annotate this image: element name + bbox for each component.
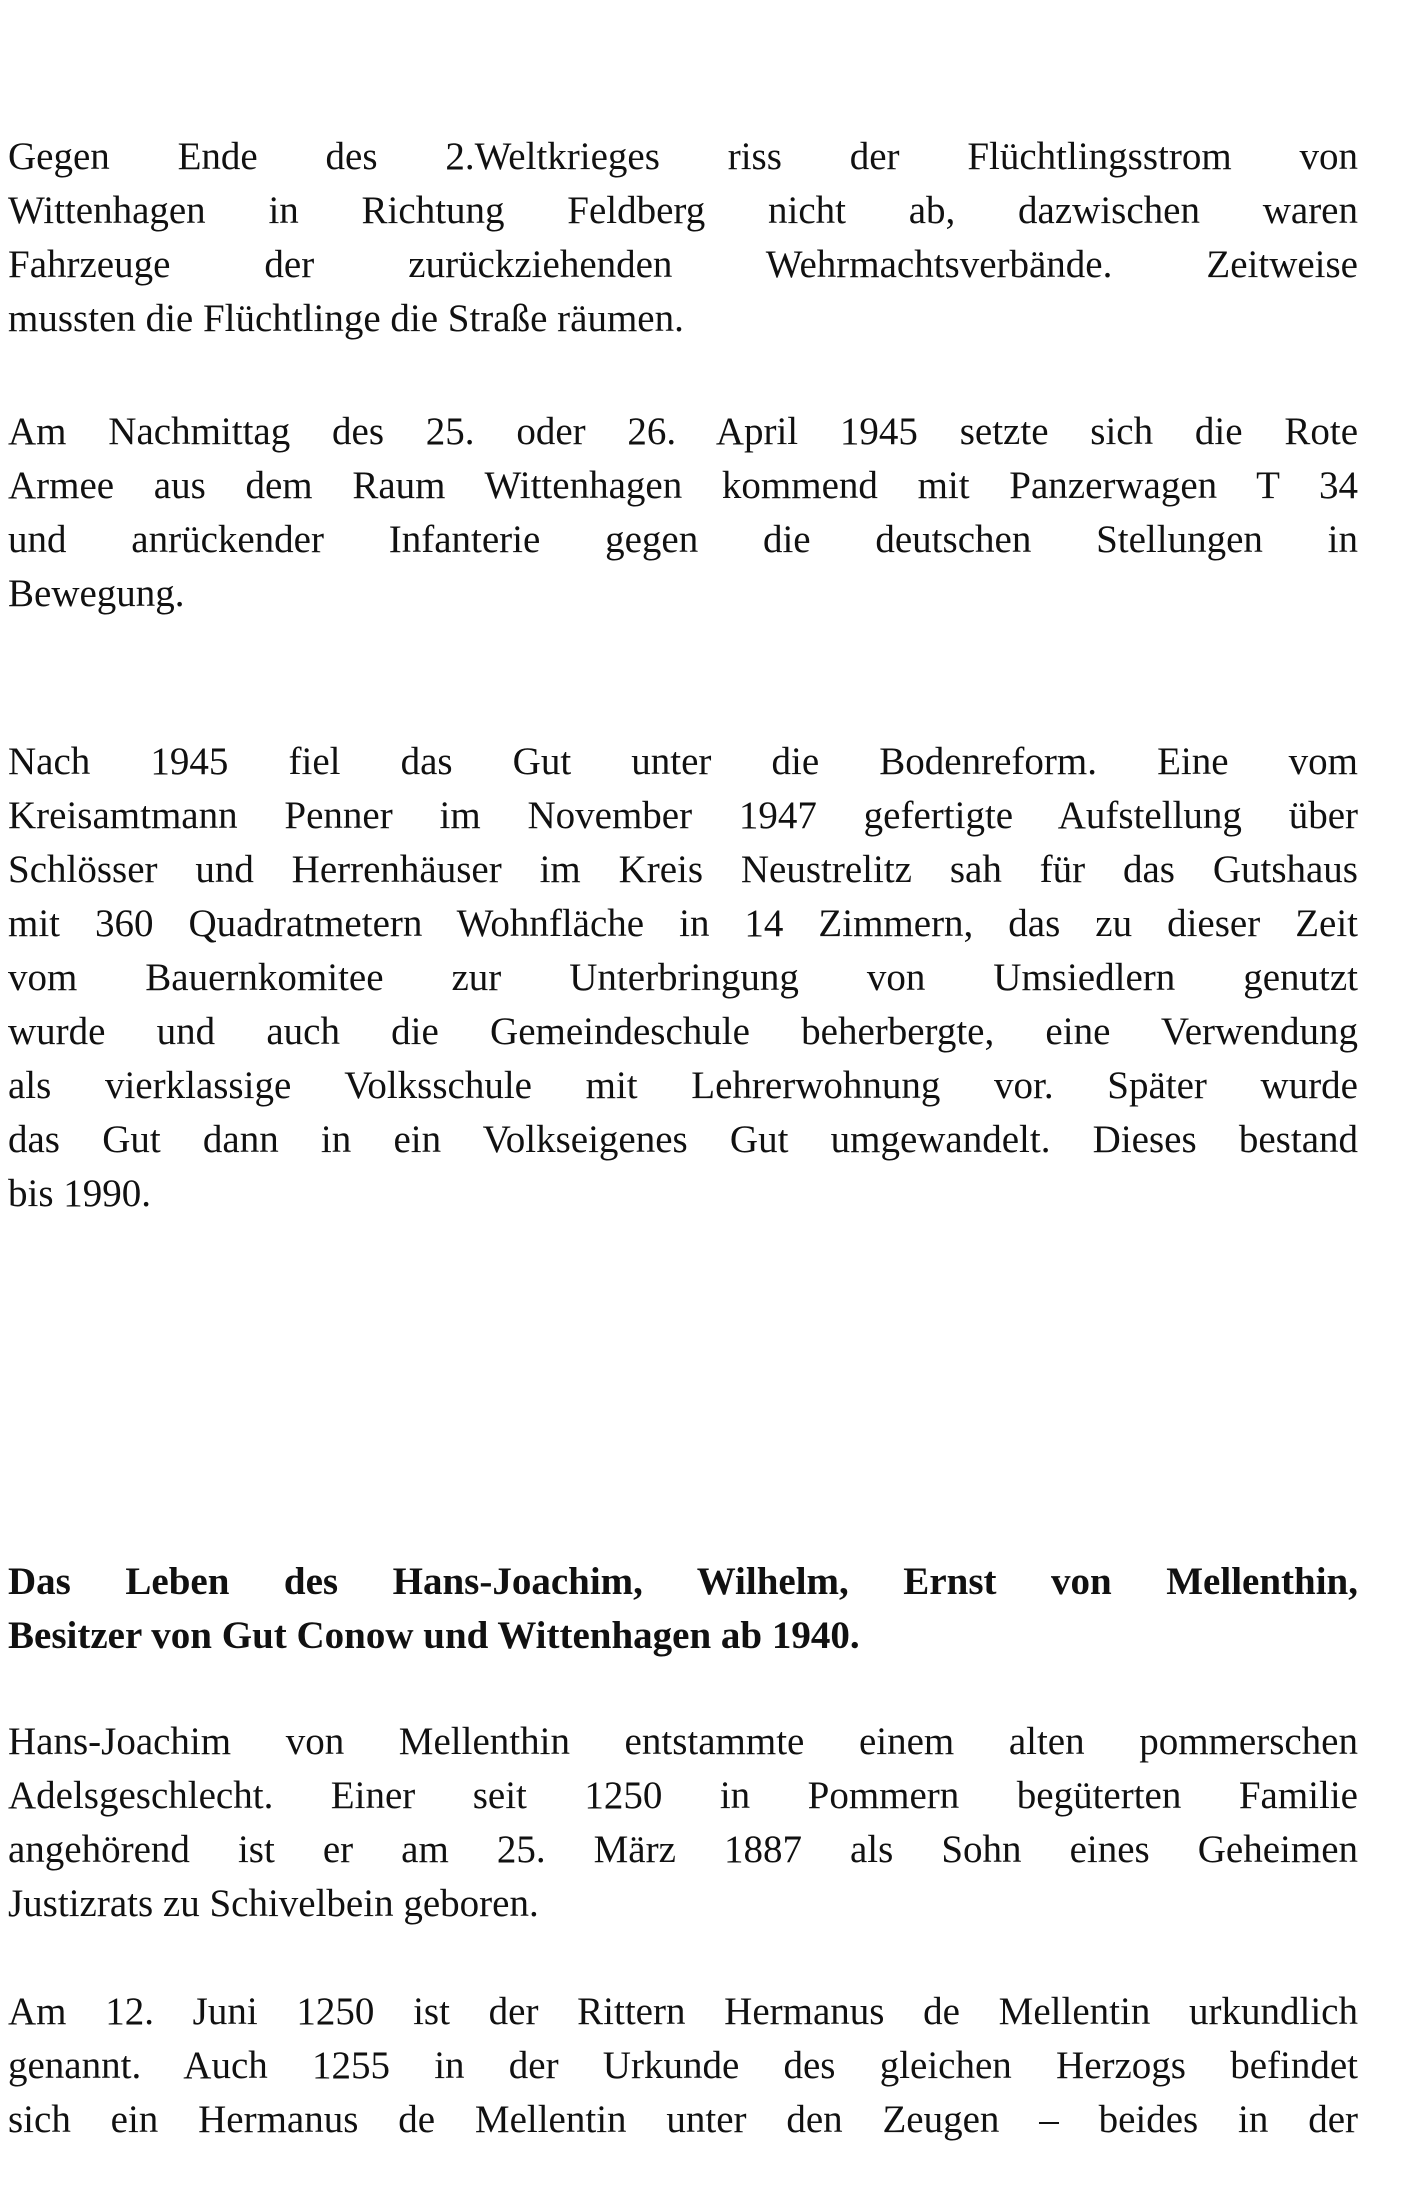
text-line: mussten die Flüchtlinge die Straße räumen. <box>8 297 684 340</box>
text-line: bis 1990. <box>8 1172 152 1215</box>
text-line: Kreisamtmann Penner im November 1947 gefertigte Aufstellung über <box>8 794 1358 837</box>
text-line: und anrückender Infanterie gegen die deutschen Stellungen in <box>8 518 1358 561</box>
text-line: Am Nachmittag des 25. oder 26. April 1945 setzte sich die Rote <box>8 410 1358 453</box>
text-line: Adelsgeschlecht. Einer seit 1250 in Pommern begüterten Familie <box>8 1774 1358 1817</box>
paragraph-land-reform <box>8 735 1358 1221</box>
text-line: Armee aus dem Raum Wittenhagen kommend mit Panzerwagen T 34 <box>8 464 1358 507</box>
text-line: genannt. Auch 1255 in der Urkunde des gleichen Herzogs befindet <box>8 2044 1358 2087</box>
heading-line: Das Leben des Hans-Joachim, Wilhelm, Ernst von Mellenthin, <box>8 1560 1358 1603</box>
text-line: als vierklassige Volksschule mit Lehrerwohnung vor. Später wurde <box>8 1064 1358 1107</box>
text-line: angehörend ist er am 25. März 1887 als Sohn eines Geheimen <box>8 1828 1358 1871</box>
text-line: Fahrzeuge der zurückziehenden Wehrmachtsverbände. Zeitweise <box>8 243 1358 286</box>
text-line: Justizrats zu Schivelbein geboren. <box>8 1882 539 1925</box>
paragraph-red-army <box>8 405 1358 621</box>
text-line: Gegen Ende des 2.Weltkrieges riss der Flüchtlingsstrom von <box>8 135 1358 178</box>
section-heading <box>8 1555 1358 1663</box>
heading-line: Besitzer von Gut Conow und Wittenhagen ab 1940. <box>8 1614 860 1657</box>
paragraph-biography <box>8 1715 1358 1931</box>
text-line: Am 12. Juni 1250 ist der Rittern Hermanus de Mellentin urkundlich <box>8 1990 1358 2033</box>
text-line: Hans-Joachim von Mellenthin entstammte einem alten pommerschen <box>8 1720 1358 1763</box>
paragraph-refugees <box>8 130 1358 346</box>
text-line: Schlösser und Herrenhäuser im Kreis Neustrelitz sah für das Gutshaus <box>8 848 1358 891</box>
paragraph-history <box>8 1985 1358 2147</box>
text-line: wurde und auch die Gemeindeschule beherbergte, eine Verwendung <box>8 1010 1358 1053</box>
text-line: vom Bauernkomitee zur Unterbringung von Umsiedlern genutzt <box>8 956 1358 999</box>
text-line: das Gut dann in ein Volkseigenes Gut umgewandelt. Dieses bestand <box>8 1118 1358 1161</box>
text-line: Wittenhagen in Richtung Feldberg nicht ab, dazwischen waren <box>8 189 1358 232</box>
text-line: mit 360 Quadratmetern Wohnfläche in 14 Zimmern, das zu dieser Zeit <box>8 902 1358 945</box>
text-line: Bewegung. <box>8 572 185 615</box>
text-line: Nach 1945 fiel das Gut unter die Bodenreform. Eine vom <box>8 740 1358 783</box>
text-line: sich ein Hermanus de Mellentin unter den Zeugen – beides in der <box>8 2098 1358 2141</box>
